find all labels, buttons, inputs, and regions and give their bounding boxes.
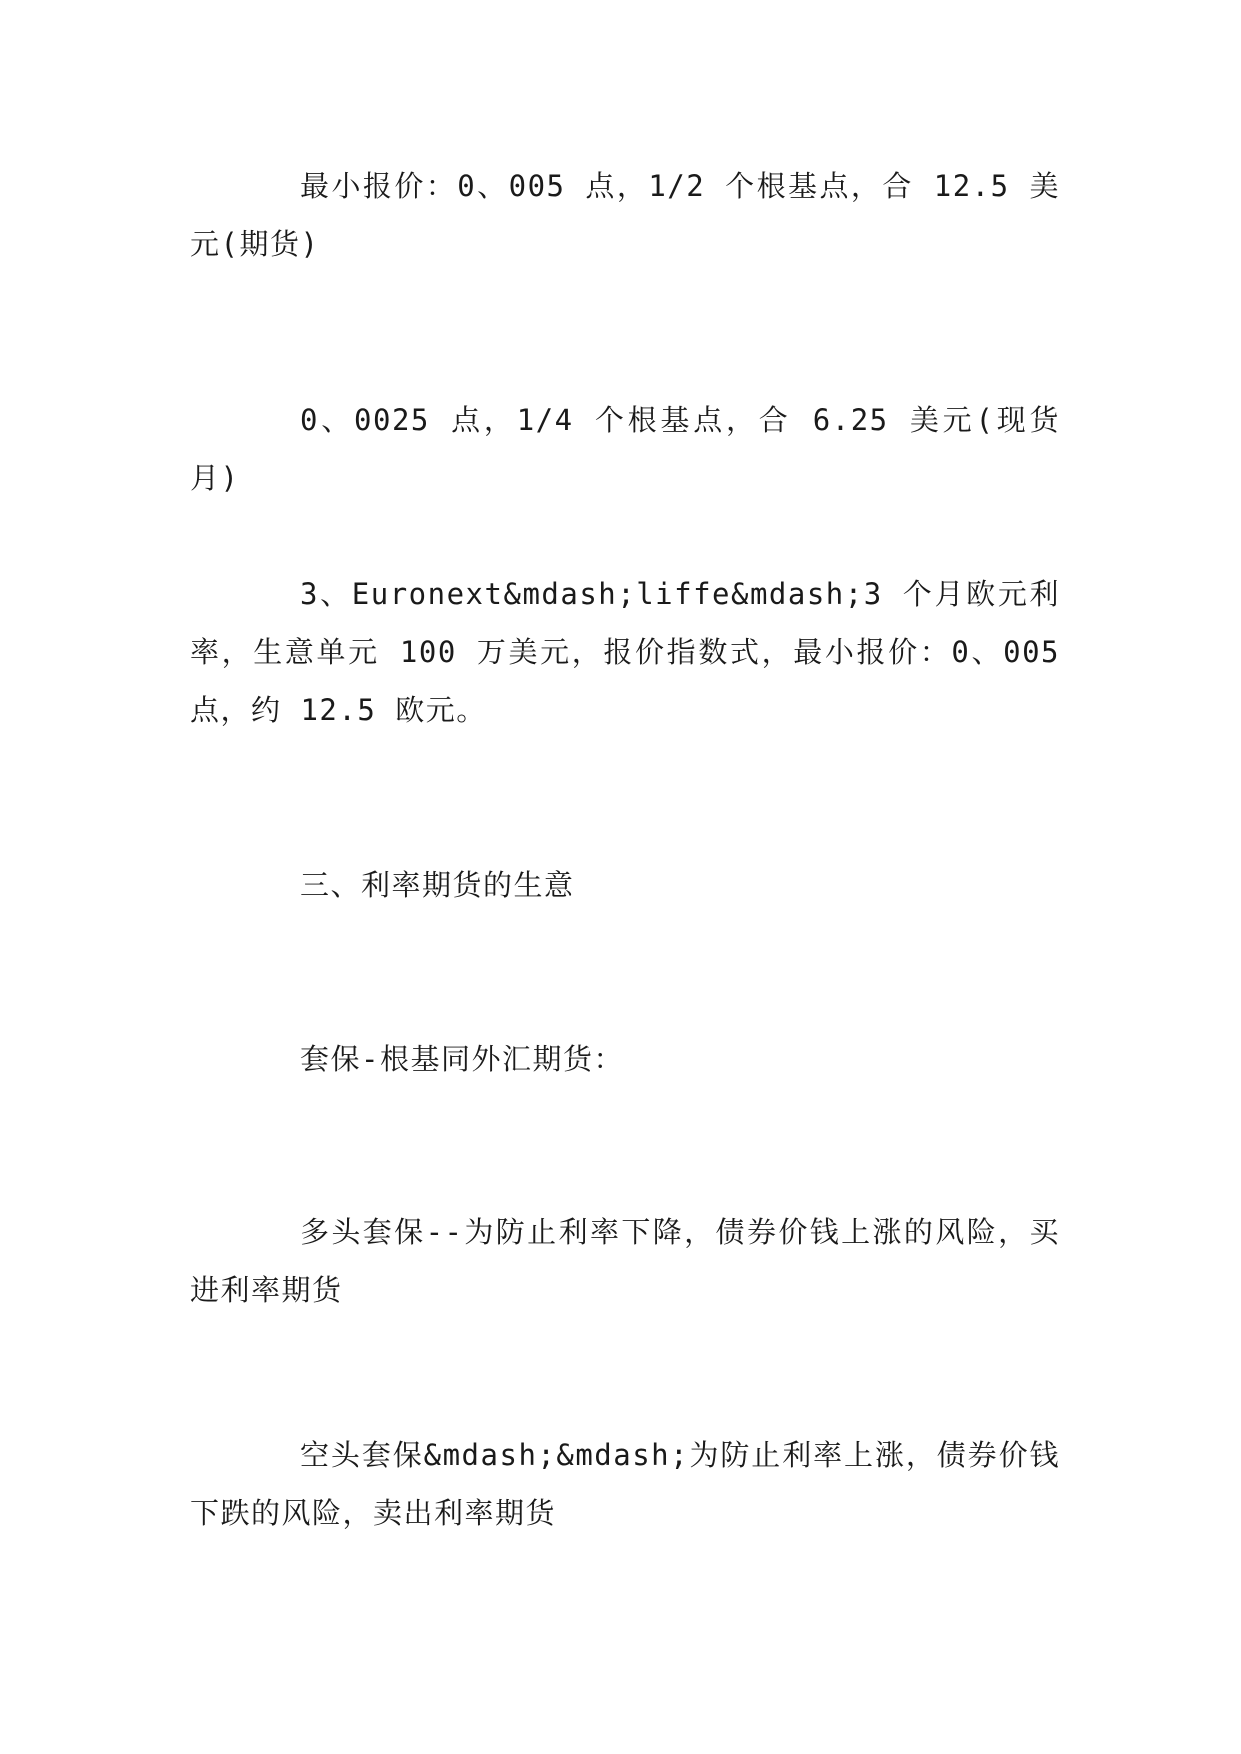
paragraph-hedging-intro: 套保-根基同外汇期货： (300, 1042, 624, 1076)
paragraph-euronext-liffe: 3、Euronext&mdash;liffe&mdash;3 个月欧元利率，生意单元 100 万美元，报价指数式，最小报价：0、005 点，约 12.5 欧元。 (190, 577, 1060, 727)
section-heading: 三、利率期货的生意 (300, 868, 575, 902)
paragraph-long-hedge: 多头套保--为防止利率下降，债券价钱上涨的风险，买进利率期货 (190, 1215, 1060, 1307)
paragraph-minimum-quote-spot-month: 0、0025 点，1/4 个根基点，合 6.25 美元(现货月) (190, 403, 1060, 495)
paragraph-short-hedge: 空头套保&mdash;&mdash;为防止利率上涨，债券价钱下跌的风险，卖出利率期货 (190, 1438, 1060, 1530)
paragraph-minimum-quote-futures: 最小报价：0、005 点，1/2 个根基点，合 12.5 美元(期货) (190, 169, 1060, 261)
